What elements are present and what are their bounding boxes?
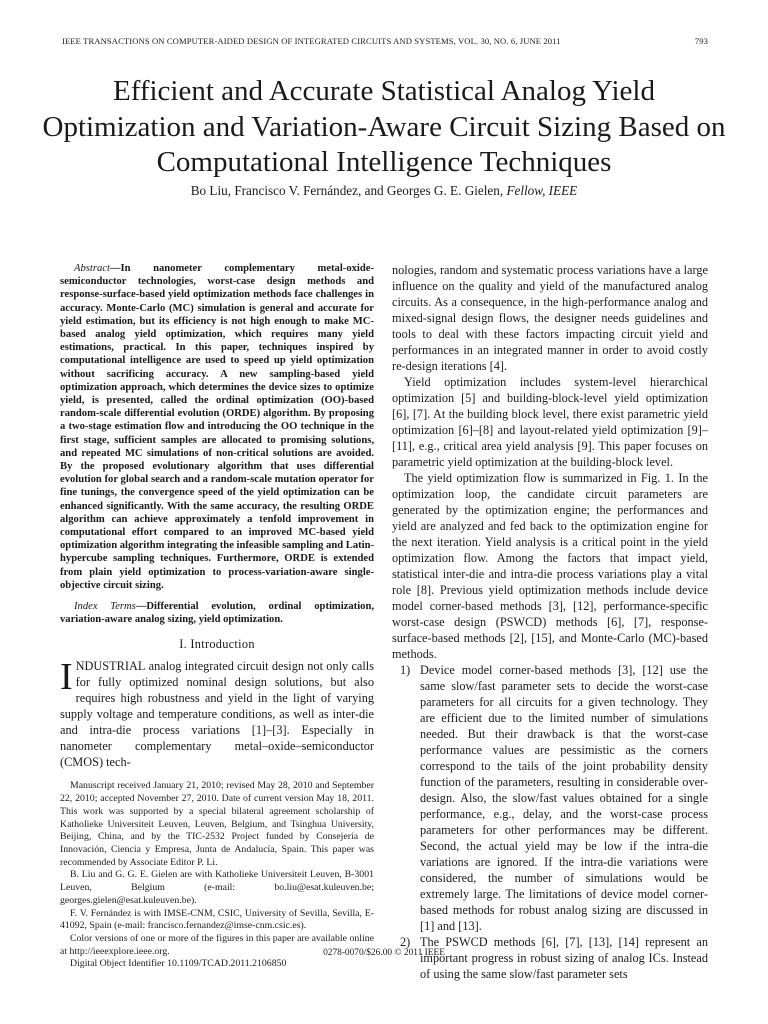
left-column <box>60 262 374 971</box>
list-item <box>392 934 708 982</box>
footnote-affiliation-1: B. Liu and G. G. E. Gielen are with Katholieke Universiteit Leuven, B-3001 Leuven, Belgium (e-mail: bo.liu@esat.kuleuven.be; georges.gielen@esat.kuleuven.be). <box>60 869 374 906</box>
intro-smallcaps: NDUSTRIAL <box>75 659 146 674</box>
copyright-line: 0278-0070/$26.00 © 2011 IEEE <box>323 948 445 958</box>
paragraph-continued: nologies, random and systematic process variations have a large influence on the quality and yield of the manufactured analog circuits. As a consequence, in the high-performance analog and mixed-signal design flows, the designer needs guidelines and tools to deal with these factors impacting circuit yield and performances in an integrated manner in order to avoid costly re-design iterations [4]. <box>392 263 708 373</box>
list-item-number: 2) <box>400 935 411 949</box>
list-item-text: The PSWCD methods [6], [7], [13], [14] represent an important progress in robust sizing of analog ICs. Instead of using the same slow/fast parameter sets <box>420 935 708 981</box>
paragraph-yield-optimization: Yield optimization includes system-level hierarchical optimization [5] and building-block-level yield optimization [6], [7]. At the building block level, there exist parametric yield optimization [6]–[8] and layout-related yield optimization [9]–[11], e.g., critical area yield analysis [9]. This paper focuses on parametric yield optimization at the building-block level. <box>392 375 708 469</box>
list-item-text: Device model corner-based methods [3], [12] use the same slow/fast parameter sets to decide the worst-case parameters for all circuits for a given technology. They are efficient due to the limited number of simulations needed. But their drawback is that the worst-case performance values are pessimistic as the corners correspond to the tails of the joint probability density function of the parameters, resulting in considerable over-design. Also, the slow/fast values obtained for a single performance, e.g., delay, and the worst-case process parameters for other performances may be different. Second, the actual yield may be low if the intra-die variations are ignored. If the intra-die variations were considered, the number of simulations would be extremely large. The limitations of device model corner-based methods for robust analog sizing are discussed in [1] and [13]. <box>420 663 708 933</box>
index-terms <box>60 600 374 626</box>
footnote-manuscript: Manuscript received January 21, 2010; revised May 28, 2010 and September 22, 2010; accepted November 27, 2010. Date of current version May 18, 2011. This work was supported by a special bilateral agreement scholarship of Katholieke Universiteit Leuven, Leuven, Belgium, and Tsinghua University, Beijing, China, and by the TIC-2532 Project funded by Consejería de Innovación, Ciencia y Empresa, Junta de Andalucía, Spain. This paper was recommended by Associate Editor P. Li. <box>60 780 374 868</box>
abstract <box>60 262 374 592</box>
journal-name: IEEE TRANSACTIONS ON COMPUTER-AIDED DESIGN OF INTEGRATED CIRCUITS AND SYSTEMS, VOL. 30, NO. 6, JUNE 2011 <box>62 36 561 46</box>
right-column <box>392 262 708 982</box>
drop-cap: I <box>60 656 73 699</box>
paragraph-flow: The yield optimization flow is summarized in Fig. 1. In the optimization loop, the candidate circuit parameters are generated by the optimization engine; the performances and yield are analyzed and fed back to the optimization engine for the next iteration. Yield analysis is a critical point in the yield optimization flow. Among the factors that impact yield, statistical inter-die and intra-die process variations play a vital role [8]. Previous yield optimization methods include device model corner-based methods [3], [12], performance-specific worst-case design (PSWCD) methods [6], [7], response-surface-based methods [2], [15], and Monte-Carlo (MC)-based methods. <box>392 471 708 661</box>
abstract-text: —In nanometer complementary metal-oxide-semiconductor technologies, worst-case design methods and response-surface-based yield optimization methods face challenges in accuracy. Monte-Carlo (MC) simulation is general and accurate for yield estimation, but its efficiency is not high enough to make MC-based analog yield optimization, which requires many yield estimations, practical. In this paper, techniques inspired by computational intelligence are used to speed up yield optimization without sacrificing accuracy. A new sampling-based yield optimization approach, which determines the device sizes to optimize yield, is presented, called the ordinal optimization (OO)-based random-scale differential evolution (ORDE) algorithm. By proposing a two-stage estimation flow and introducing the OO technique in the first stage, sufficient samples are allocated to promising solutions, and repeated MC simulations of non-critical solutions are avoided. By the proposed evolutionary algorithm that uses differential evolution for global search and a random-scale mutation operator for fine tunings, the convergence speed of the yield optimization can be enhanced significantly. With the same accuracy, the resulting ORDE algorithm can achieve approximately a tenfold improvement in computational effort compared to an improved MC-based yield optimization algorithm integrating the infeasible sampling and Latin-hypercube sampling techniques. Furthermore, ORDE is extended from plain yield optimization to process-variation-aware single-objective circuit sizing. <box>60 263 375 591</box>
footnote-affiliation-2: F. V. Fernández is with IMSE-CNM, CSIC, University of Sevilla, Sevilla, E-41092, Spain (e-mail: francisco.fernandez@imse-cnm.csic.es). <box>60 907 374 932</box>
list-item-number: 1) <box>400 663 411 677</box>
page-number: 793 <box>694 36 708 46</box>
section-heading-introduction: I. Introduction <box>179 637 255 652</box>
footnote-color: Color versions of one or more of the figures in this paper are available online at http://ieeexplore.ieee.org. <box>60 932 374 957</box>
running-header <box>62 36 708 46</box>
author-grade: Fellow, IEEE <box>506 183 578 198</box>
intro-text: analog integrated circuit design not only calls for fully optimized nominal design solutions, but also requires high robustness and yield in the light of varying supply voltage and temperature conditions, as well as inter-die and intra-die process variations [1]–[3]. Especially in nanometer complementary metal–oxide–semiconductor (CMOS) tech- <box>60 659 374 770</box>
abstract-label: Abstract <box>74 263 110 274</box>
index-terms-label: Index Terms <box>74 601 136 613</box>
list-item <box>392 662 708 934</box>
author-line <box>40 183 728 199</box>
footnote-doi: Digital Object Identifier 10.1109/TCAD.2011.2106850 <box>70 958 287 970</box>
index-terms-text: —Differential evolution, ordinal optimization, variation-aware analog sizing, yield optimization. <box>60 601 374 626</box>
paper-title: Efficient and Accurate Statistical Analog Yield Optimization and Variation-Aware Circuit Sizing Based on Computational Intelligence Techniques <box>42 75 726 178</box>
author-names: Bo Liu, Francisco V. Fernández, and Georges G. E. Gielen, <box>190 183 504 198</box>
methods-list <box>392 662 708 982</box>
introduction-paragraph <box>60 658 374 770</box>
footnotes <box>60 780 374 971</box>
